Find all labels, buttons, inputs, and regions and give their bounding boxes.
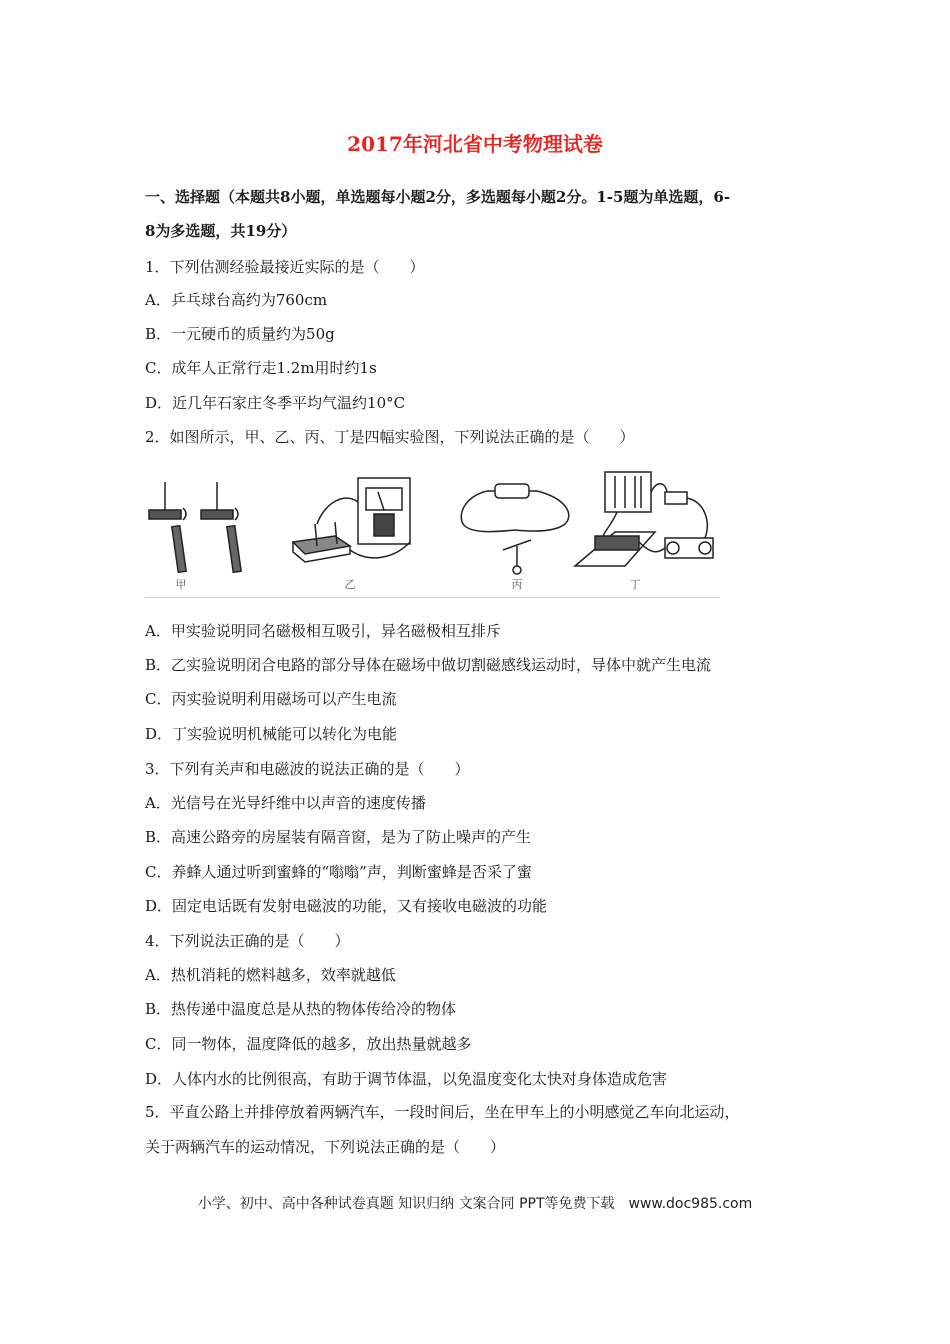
question-2-option-b: B．乙实验说明闭合电路的部分导体在磁场中做切割磁感线运动时，导体中就产生电流 (145, 656, 712, 674)
question-1-stem: 1．下列估测经验最接近实际的是（ ） (145, 258, 425, 276)
question-1-option-a: A．乒乓球台高约为760cm (145, 291, 328, 309)
question-4-option-b: B．热传递中温度总是从热的物体传给冷的物体 (145, 1000, 457, 1018)
question-4-stem: 4．下列说法正确的是（ ） (145, 932, 350, 950)
question-4-option-c: C．同一物体，温度降低的越多，放出热量就越多 (145, 1035, 472, 1053)
question-1-option-b: B．一元硬币的质量约为50g (145, 325, 335, 343)
diagram-ding (575, 472, 713, 566)
question-5-stem-line-1: 5．平直公路上并排停放着两辆汽车，一段时间后，坐在甲车上的小明感觉乙车向北运动， (145, 1103, 740, 1121)
figure-label-jia: 甲 (175, 578, 187, 591)
diagram-bing (461, 484, 569, 574)
question-2-option-d: D．丁实验说明机械能可以转化为电能 (145, 725, 398, 743)
exam-title: 2017年河北省中考物理试卷 (347, 132, 603, 156)
question-2-stem: 2．如图所示，甲、乙、丙、丁是四幅实验图，下列说法正确的是（ ） (145, 428, 635, 446)
section-heading-line-2: 8为多选题，共19分） (145, 222, 297, 240)
figure-label-yi: 乙 (344, 578, 356, 591)
question-4-option-d: D．人体内水的比例很高，有助于调节体温，以免温度变化太快对身体造成危害 (145, 1070, 668, 1088)
question-3-option-a: A．光信号在光导纤维中以声音的速度传播 (145, 794, 426, 812)
figure-label-bing: 丙 (511, 578, 523, 591)
question-3-option-c: C．养蜂人通过听到蜜蜂的“嗡嗡”声，判断蜜蜂是否采了蜜 (145, 863, 532, 881)
question-1-option-d: D．近几年石家庄冬季平均气温约10°C (145, 394, 406, 412)
diagram-jia (149, 482, 241, 572)
diagram-yi (293, 478, 410, 562)
question-3-option-d: D．固定电话既有发射电磁波的功能，又有接收电磁波的功能 (145, 897, 548, 915)
question-3-stem: 3．下列有关声和电磁波的说法正确的是（ ） (145, 760, 470, 778)
section-heading-line-1: 一、选择题（本题共8小题，单选题每小题2分，多选题每小题2分。1-5题为单选题，6- (145, 188, 731, 206)
figure-label-ding: 丁 (629, 578, 641, 591)
question-3-option-b: B．高速公路旁的房屋装有隔音窗，是为了防止噪声的产生 (145, 828, 532, 846)
question-2-option-a: A．甲实验说明同名磁极相互吸引，异名磁极相互排斥 (145, 622, 501, 640)
experiment-diagrams-svg (145, 462, 720, 597)
page-footer: 小学、初中、高中各种试卷真题 知识归纳 文案合同 PPT等免费下载 www.doc985.com (197, 1196, 753, 1212)
question-1-option-c: C．成年人正常行走1.2m用时约1s (145, 359, 377, 377)
question-5-stem-line-2: 关于两辆汽车的运动情况，下列说法正确的是（ ） (145, 1138, 506, 1156)
experiment-figure (145, 462, 720, 598)
question-2-option-c: C．丙实验说明利用磁场可以产生电流 (145, 690, 397, 708)
question-4-option-a: A．热机消耗的燃料越多，效率就越低 (145, 966, 396, 984)
